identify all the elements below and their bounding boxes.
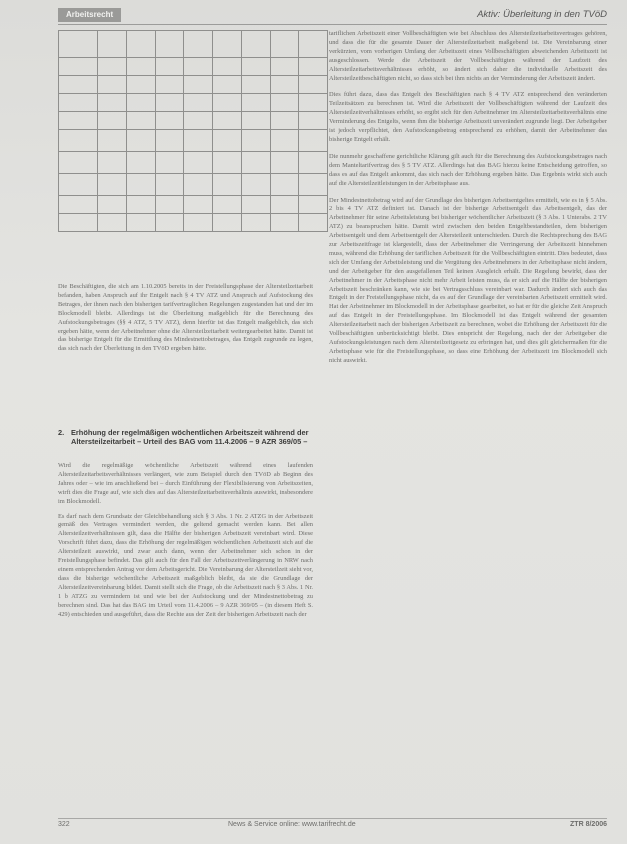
table-grid [58,30,328,232]
table-cell [126,58,155,76]
table-cell [98,196,127,214]
table-cell [155,130,184,152]
table-cell [241,94,270,112]
paragraph: Der Mindestnettobetrag wird auf der Grundlage des bisherigen Arbeitsentgeltes ermittelt, wie es in § 5 Abs. 2 bis 4 TV ATZ definiert ist. Danach ist der bisherige Arbeitsentgelt das Arbeitsentgelt, das der Arbeitnehmer für seine Arbeitsleistung bei bisheriger wöchentlicher Arbeitszeit (§ 3 Abs. 1 Unterabs. 2 TV ATZ) zu beanspruchen hätte. Damit wird zwischen den beiden Entgeltbestandteilen, dem bisherigen Arbeitsentgelt und dem Arbeitsentgelt der Altersteilzeit unterschieden. Durch die Rechtsprechung des BAG zur Arbeitszeitfrage ist klargestellt, dass der Arbeitnehmer die Verringerung der Arbeitszeit hinnehmen muss, während die Erhöhung der tariflichen Arbeitszeit für die Vollbeschäftigten eintritt. Dies bedeutet, dass sich der Umfang der Arbeitsleistung und die Vergütung des Arbeitnehmers in der Arbeitsphase nicht ändern, und der Arbeitgeber für den ausgefallenen Teil keinen Ausgleich erhält. Die Regelung bewirkt, dass der Arbeitnehmer in der Arbeitsphase nicht mehr Arbeit leisten muss, da er sich auf die Hälfte der bisherigen Arbeitszeit beschränken kann, wie sie bei Vertragsschluss vereinbart war. Dadurch ändert sich auch das Entgelt in der Freistellungsphase nicht, da es auf der Grundlage der vereinbarten Arbeitszeit ermittelt wird. Hat der Arbeitnehmer im Blockmodell in der Arbeitsphase gearbeitet, so hat er für die gleiche Zeit Anspruch auf das Entgelt in der Freistellungsphase. Im Blockmodell ist das Entgelt während der gesamten Altersteilzeitarbeit nach der bisherigen Arbeitszeit zu berechnen, wobei die Erhöhung der Arbeitszeit für die Vollbeschäftigten unberücksichtigt bleibt. Dies entspricht der Regelung, nach der der Arbeitgeber die Aufstockungsleistungen nach dem Altersteilzeitgesetz zu erbringen hat, und dies gilt gleichermaßen für die Arbeitsphase wie für die Freistellungsphase, so dass eine Erhöhung der Arbeitszeit im Blockmodell sich nicht auswirkt. [329,196,607,364]
table-header-cell [155,31,184,58]
journal-issue: ZTR 8/2006 [570,821,607,828]
table-cell [126,94,155,112]
table-cell [241,196,270,214]
table-cell [213,152,242,174]
table-cell [299,112,328,130]
heading-text: Erhöhung der regelmäßigen wöchentlichen Arbeitszeit während der Altersteilzeitarbeit – Urteil des BAG vom 11.4.2006 – 9 AZR 369/05 – [71,428,309,447]
table-header-row [59,31,328,58]
footer-text: News & Service online: www.tarifrecht.de [228,821,356,828]
section-tag: Arbeitsrecht [58,8,121,22]
paragraph: Die Beschäftigten, die sich am 1.10.2005 bereits in der Freistellungsphase der Altersteilzeitarbeit befanden, haben Anspruch auf ihr Entgelt nach § 4 TV ATZ und Anspruch auf Aufstockung des Betrages, der ihnen nach den bisherigen tarifvertraglichen Regelungen zugestanden hat und der im Blockmodell bleibt. Allerdings ist die Überleitung maßgeblich für die Berechnung des Aufstockungsbetrages (§§ 4 ATZ, 5 TV ATZ), denn hierfür ist das Entgelt maßgeblich, das sich ergeben hätte, wenn der Arbeitnehmer ohne die Altersteilzeitarbeit weitergearbeitet hätte. Damit ist das bisherige Entgelt für die Ermittlung des Mindestnettobetrages, das Entgelt zugrunde zu legen, das sich nach der Überleitung in den TVöD ergeben hätte. [58,283,313,353]
table-cell [213,130,242,152]
table-cell [98,94,127,112]
table-header-cell [126,31,155,58]
table-header-cell [98,31,127,58]
table-row [59,94,328,112]
left-column [58,283,313,364]
table-cell [299,196,328,214]
table-cell [270,196,299,214]
table-cell [270,214,299,232]
table-cell [241,112,270,130]
data-table [58,30,328,232]
table-cell [299,152,328,174]
table-cell [98,152,127,174]
table-cell [270,94,299,112]
left-column-body [58,462,313,625]
table-cell [98,112,127,130]
table-cell [126,196,155,214]
row-label-cell [59,174,98,196]
table-cell [241,130,270,152]
heading-number: 2. [58,428,65,437]
table-cell [126,76,155,94]
table-cell [184,130,213,152]
paragraph: tariflichen Arbeitszeit einer Vollbeschäftigten wie bei Abschluss des Altersteilzeitarbeitsvertrages gehören, und dass die für die gesamte Dauer der Altersteilzeitarbeit maßgebend ist. Die Vereinbarung einer verkürzten, vom vorherigen Umfang der Arbeitszeit eines Vollbeschäftigten abweichenden Arbeitszeit ist ausgeschlossen. Werde die Arbeitszeit der Vollbeschäftigten während der Laufzeit des Altersteilzeitarbeitsverhältnisses erhöht, so ändert sich daher die individuelle Arbeitszeit des Altersteilzeitbeschäftigten nicht, so dass sich bei ihm nichts an der Verminderung der Arbeitszeit ändert. [329,30,607,82]
table-cell [126,152,155,174]
header-divider [58,24,607,25]
row-label-cell [59,94,98,112]
table-cell [155,58,184,76]
table-cell [213,214,242,232]
table-cell [98,214,127,232]
table-cell [241,58,270,76]
table-cell [299,58,328,76]
running-title: Aktiv: Überleitung in den TVöD [477,9,607,20]
table-row [59,196,328,214]
table-cell [184,58,213,76]
table-cell [98,174,127,196]
table-cell [270,152,299,174]
paragraph: Es darf nach dem Grundsatz der Gleichbehandlung sich § 3 Abs. 1 Nr. 2 ATZG in der Arbeitszeit gemäß des Vertrages vermindert werden, die geltend gemacht werden kann. Bei allen Altersteilzeitverhältnissen gilt, dass die Hälfte der bisherigen Arbeitszeit vereinbart wird. Diese Vorschrift führt dazu, dass die Erhöhung der regelmäßigen wöchentlichen Arbeitszeit sich auf die Altersteilzeit auswirkt, und zwar auch dann, wenn der Arbeitnehmer sich schon in der Freistellungsphase befindet. Das gilt auch für den Fall der Arbeitszeitverlängerung in NRW nach einem entsprechenden Antrag vor dem Arbeitsgericht. Die Vereinbarung der Altersteilzeit sieht vor, dass die bisherige wöchentliche Arbeitszeit maßgeblich bleibt, da sie die Grundlage der Altersteilzeitvereinbarung bildet. Damit stellt sich die Frage, ob die Arbeitszeit nach § 3 Abs. 1 Nr. 1 b ATZG zu vermindern ist und wie bei der Aufstockung und der Mindestnettobetrag zu berechnen sind. Das hat das BAG im Urteil vom 11.4.2006 – 9 AZR 369/05 – (in diesem Heft S. 429) entschieden und ausgeführt, dass die Rechte aus der Zeit der bisherigen Arbeitszeit nach der [58,512,313,618]
table-cell [155,76,184,94]
table-cell [270,112,299,130]
table-cell [270,76,299,94]
table-body [59,58,328,232]
table-cell [184,94,213,112]
table-header-cell [184,31,213,58]
table-cell [126,130,155,152]
row-label-cell [59,196,98,214]
table-cell [213,58,242,76]
table-cell [98,130,127,152]
table-cell [155,196,184,214]
table-cell [270,58,299,76]
table-cell [241,174,270,196]
table-cell [155,214,184,232]
table-cell [184,214,213,232]
row-label-cell [59,130,98,152]
table-cell [299,76,328,94]
row-label-cell [59,76,98,94]
table-row [59,152,328,174]
table-cell [241,152,270,174]
table-cell [213,112,242,130]
table-row [59,112,328,130]
table-cell [184,152,213,174]
table-cell [299,94,328,112]
table-cell [213,196,242,214]
section-heading [58,428,313,446]
row-label-cell [59,58,98,76]
table-cell [155,112,184,130]
table-row [59,58,328,76]
table-cell [270,174,299,196]
table-cell [213,76,242,94]
table-cell [126,214,155,232]
table-cell [241,76,270,94]
table-cell [184,76,213,94]
table-row [59,130,328,152]
table-cell [213,94,242,112]
table-cell [98,76,127,94]
page-number: 322 [58,821,70,828]
paragraph: Wird die regelmäßige wöchentliche Arbeitszeit während eines laufenden Altersteilzeitarbeitsverhältnisses verlängert, wie zum Beispiel durch den TVöD ab Beginn des Jahres oder – wie im anschließend bei – durch Einführung der Flexibilisierung von Arbeitszeiten, wirft dies die Frage auf, wie sich dies auf das Altersteilzeitarbeitsverhältnis auswirkt, insbesondere im Blockmodell. [58,462,313,505]
table-cell [270,130,299,152]
table-header-cell [299,31,328,58]
table-cell [299,130,328,152]
table-cell [98,58,127,76]
table-cell [126,174,155,196]
table-header-cell [59,31,98,58]
table-row [59,214,328,232]
table-cell [126,112,155,130]
table-cell [184,196,213,214]
row-label-cell [59,152,98,174]
table-cell [299,174,328,196]
table-header-cell [241,31,270,58]
table-header-cell [270,31,299,58]
table-cell [155,152,184,174]
table-header-cell [213,31,242,58]
row-label-cell [59,214,98,232]
table-cell [213,174,242,196]
table-cell [184,112,213,130]
table-cell [184,174,213,196]
table-cell [155,174,184,196]
table-row [59,174,328,196]
right-column [329,30,607,374]
footer-divider [58,818,607,819]
table-cell [299,214,328,232]
row-label-cell [59,112,98,130]
paragraph: Dies führt dazu, dass das Entgelt des Beschäftigten nach § 4 TV ATZ entsprechend den veränderten Teilzeitsätzen zu berechnen ist. Wird die Arbeitszeit der Vollbeschäftigten während der Laufzeit des Altersteilzeitverhältnisses erhöht, so ergibt sich für den Arbeitnehmer im Altersteilzeitarbeitsverhältnis eine Verminderung des Entgelts, wenn ihm die bisherige Arbeitszeit unverändert zugrunde liegt. Der Arbeitgeber ist jedoch verpflichtet, den Aufstockungsbetrag entsprechend zu erhöhen, damit der Arbeitnehmer das bisherige Entgelt erhält. [329,91,607,143]
table-row [59,76,328,94]
paragraph: Die nunmehr geschaffene gerichtliche Klärung gilt auch für die Berechnung des Aufstockungsbetrages nach dem Manteltarifvertrag des § 5 TV ATZ. Allerdings hat das BAG hierzu keine Entscheidung getroffen, so dass es auf das Entgelt ankommt, das sich nach der Erhöhung ergeben hätte. Das Ergebnis wirkt sich auch auf die Altersteilzeitleistungen in der Arbeitsphase aus. [329,152,607,187]
table-cell [241,214,270,232]
table-cell [155,94,184,112]
